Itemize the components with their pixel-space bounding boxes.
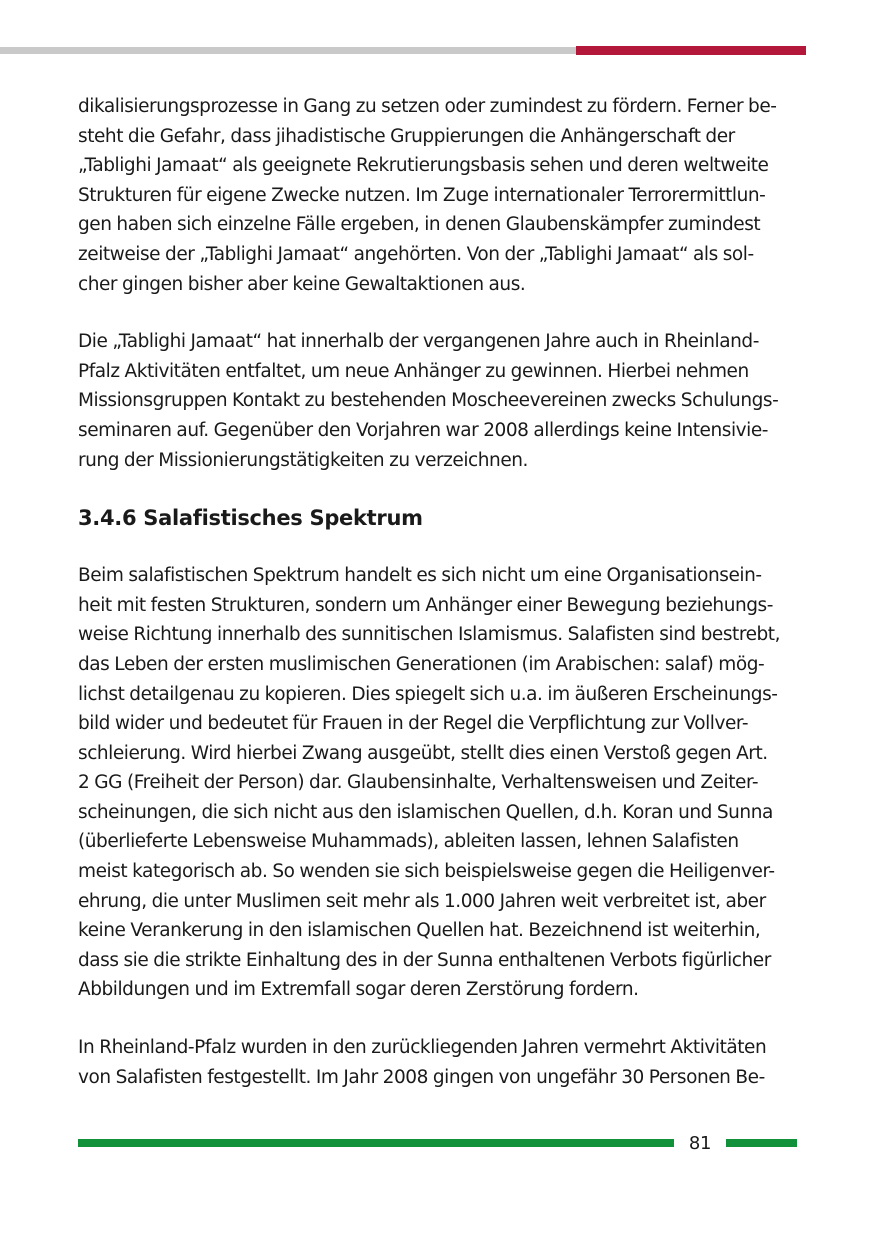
text-line: In Rheinland-Pfalz wurden in den zurückliegenden Jahren vermehrt Aktivitäten — [78, 1037, 767, 1059]
text-line: Abbildungen und im Extremfall sogar deren Zerstörung fordern. — [78, 979, 639, 1001]
text-line: ehrung, die unter Muslimen seit mehr als 1.000 Jahren weit verbreitet ist, aber — [78, 890, 766, 912]
paragraph — [78, 1033, 794, 1092]
text-line: lichst detailgenau zu kopieren. Dies spiegelt sich u.a. im äußeren Erscheinungs- — [78, 683, 778, 705]
page-body — [78, 92, 794, 1120]
text-line: seminaren auf. Gegenüber den Vorjahren war 2008 allerdings keine Intensivie- — [78, 419, 768, 441]
text-line: scheinungen, die sich nicht aus den islamischen Quellen, d.h. Koran und Sunna — [78, 801, 773, 823]
page-number: 81 — [688, 1133, 712, 1154]
paragraph — [78, 561, 794, 1005]
text-line: Pfalz Aktivitäten entfaltet, um neue Anhänger zu gewinnen. Hierbei nehmen — [78, 360, 749, 382]
text-line: 2 GG (Freiheit der Person) dar. Glaubensinhalte, Verhaltensweisen und Zeiter- — [78, 772, 759, 794]
header-rule-red — [576, 46, 806, 55]
body-text-after-heading — [78, 561, 794, 1092]
text-line: keine Verankerung in den islamischen Quellen hat. Bezeichnend ist weiterhin, — [78, 920, 761, 942]
footer-rule-right — [726, 1139, 797, 1147]
text-line: steht die Gefahr, dass jihadistische Gruppierungen die Anhängerschaft der — [78, 125, 735, 147]
text-line: dikalisierungsprozesse in Gang zu setzen oder zumindest zu fördern. Ferner be- — [78, 96, 777, 117]
text-line: „Tablighi Jamaat“ als geeignete Rekrutierungsbasis sehen und deren weltweite — [78, 155, 769, 177]
text-line: schleierung. Wird hierbei Zwang ausgeübt, stellt dies einen Verstoß gegen Art. — [78, 742, 768, 764]
text-line: Strukturen für eigene Zwecke nutzen. Im Zuge internationaler Terrorermittlun- — [78, 184, 766, 206]
header-rule-gray — [0, 47, 576, 54]
text-line: von Salafisten festgestellt. Im Jahr 2008 gingen von ungefähr 30 Personen Be- — [78, 1066, 765, 1088]
text-line: das Leben der ersten muslimischen Generationen (im Arabischen: salaf) mög- — [78, 653, 765, 675]
section-heading: 3.4.6 Salafistisches Spektrum — [78, 506, 423, 531]
text-line: heit mit festen Strukturen, sondern um Anhänger einer Bewegung beziehungs- — [78, 594, 773, 616]
text-line: meist kategorisch ab. So wenden sie sich beispielsweise gegen die Heiligenver- — [78, 861, 775, 883]
footer-rule-left — [78, 1139, 674, 1147]
paragraph — [78, 92, 794, 299]
text-line: rung der Missionierungstätigkeiten zu verzeichnen. — [78, 449, 528, 471]
text-line: dass sie die strikte Einhaltung des in der Sunna enthaltenen Verbots figürlicher — [78, 949, 771, 971]
text-line: bild wider und bedeutet für Frauen in der Regel die Verpflichtung zur Vollver- — [78, 713, 749, 735]
paragraph — [78, 327, 794, 475]
text-line: Beim salafistischen Spektrum handelt es sich nicht um eine Organisationsein- — [78, 565, 762, 587]
text-line: Die „Tablighi Jamaat“ hat innerhalb der vergangenen Jahre auch in Rheinland- — [78, 331, 759, 353]
body-text-before-heading — [78, 92, 794, 475]
text-line: cher gingen bisher aber keine Gewaltaktionen aus. — [78, 273, 526, 295]
text-line: Missionsgruppen Kontakt zu bestehenden Moscheevereinen zwecks Schulungs- — [78, 390, 779, 412]
text-line: weise Richtung innerhalb des sunnitischen Islamismus. Salafisten sind bestrebt, — [78, 624, 781, 646]
text-line: (überlieferte Lebensweise Muhammads), ableiten lassen, lehnen Salafisten — [78, 831, 739, 853]
text-line: gen haben sich einzelne Fälle ergeben, in denen Glaubenskämpfer zumindest — [78, 214, 761, 236]
text-line: zeitweise der „Tablighi Jamaat“ angehörten. Von der „Tablighi Jamaat“ als sol- — [78, 243, 754, 265]
